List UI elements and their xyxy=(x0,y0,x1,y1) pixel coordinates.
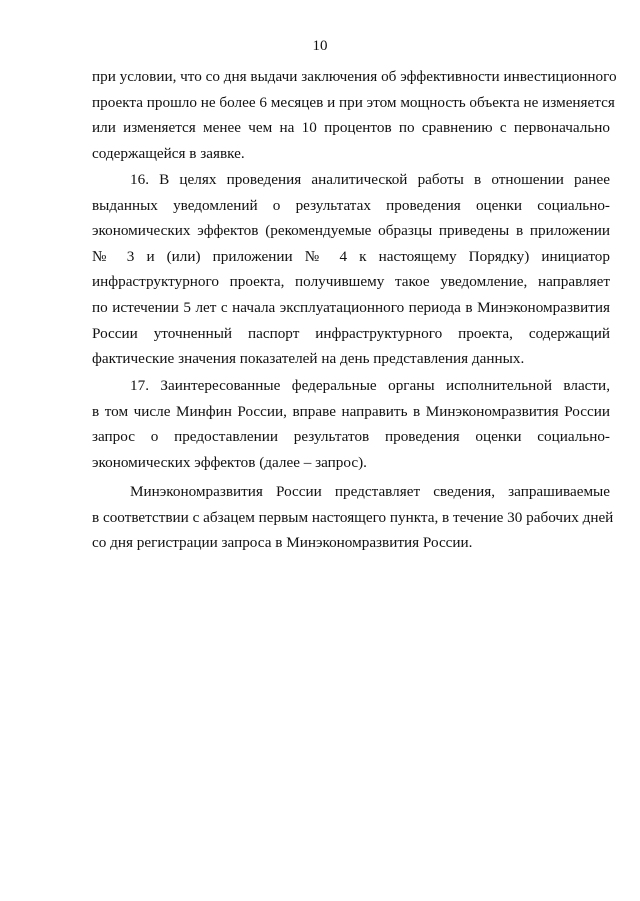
text-line: проекта прошло не более 6 месяцев и при этом мощность объекта не изменяется xyxy=(92,93,615,111)
paragraph-continuation xyxy=(92,64,617,166)
text-line: 16. В целях проведения аналитической работы в отношении ранее xyxy=(130,171,610,188)
text-line: или изменяется менее чем на 10 процентов по сравнению с первоначально xyxy=(92,119,610,137)
text-line: Минэкономразвития России представляет сведения, запрашиваемые xyxy=(130,483,610,500)
paragraph-17 xyxy=(92,373,610,475)
text-line: по истечении 5 лет с начала эксплуатационного периода в Минэкономразвития xyxy=(92,298,610,316)
paragraph-16 xyxy=(92,167,610,372)
text-line: экономических эффектов (далее – запрос). xyxy=(92,453,367,471)
text-line: № 3 и (или) приложении № 4 к настоящему Порядку) инициатор xyxy=(92,247,610,265)
text-line: содержащейся в заявке. xyxy=(92,144,245,162)
paragraph-17-part-2 xyxy=(92,479,614,556)
page-number: 10 xyxy=(312,38,328,54)
text-line: России уточненный паспорт инфраструктурного проекта, содержащий xyxy=(92,324,610,342)
text-line: экономических эффектов (рекомендуемые образцы приведены в приложении xyxy=(92,222,610,240)
text-line: фактические значения показателей на день представления данных. xyxy=(92,350,525,368)
text-line: 17. Заинтересованные федеральные органы исполнительной власти, xyxy=(130,377,610,394)
text-line: запрос о предоставлении результатов проведения оценки социально- xyxy=(92,428,610,446)
text-line: при условии, что со дня выдачи заключения об эффективности инвестиционного xyxy=(92,68,617,85)
text-line: инфраструктурного проекта, получившему такое уведомление, направляет xyxy=(92,273,610,291)
text-line: выданных уведомлений о результатах проведения оценки социально- xyxy=(92,196,610,214)
text-line: со дня регистрации запроса в Минэкономразвития России. xyxy=(92,534,473,552)
text-line: в том числе Минфин России, вправе направить в Минэкономразвития России xyxy=(92,402,610,420)
text-line: в соответствии с абзацем первым настоящего пункта, в течение 30 рабочих дней xyxy=(92,508,614,526)
